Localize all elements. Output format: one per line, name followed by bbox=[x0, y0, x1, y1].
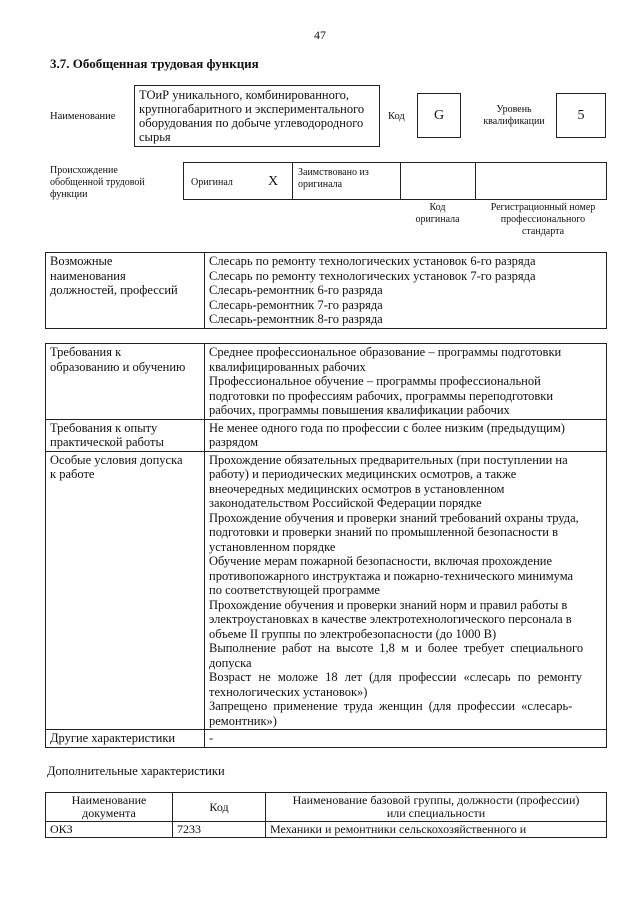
requirement-line: допуска bbox=[209, 655, 252, 670]
requirement-line: технологических установок») bbox=[209, 684, 368, 699]
position-item: Слесарь по ремонту технологических установок 7-го разряда bbox=[209, 268, 536, 283]
requirement-line: Выполнение работ на высоте 1,8 м и более требует специального bbox=[209, 641, 584, 655]
requirement-line: противопожарного инструктажа и пожарно-технического минимума bbox=[209, 568, 574, 583]
requirement-label-line: практической работы bbox=[50, 435, 164, 449]
additional-table bbox=[45, 792, 607, 838]
original-label: Оригинал bbox=[191, 177, 233, 188]
requirements-row-experience bbox=[46, 419, 607, 451]
origin-code-caption-line: Код bbox=[429, 202, 446, 213]
origin-borrowed-cell bbox=[293, 163, 401, 199]
requirement-label-line: Требования к bbox=[50, 345, 122, 359]
requirement-line: работу) и периодических медицинских осмотров, а также bbox=[209, 467, 517, 481]
requirement-line: - bbox=[209, 731, 214, 745]
positions-label-cell bbox=[46, 253, 205, 329]
requirement-line: законодательством Российской Федерации порядке bbox=[209, 496, 482, 510]
additional-header-name-line: Наименование базовой группы, должности (профессии) bbox=[292, 793, 580, 807]
requirement-line: разрядом bbox=[209, 435, 259, 449]
requirement-label-line: Особые условия допуска bbox=[50, 452, 183, 467]
requirement-label-line: Другие характеристики bbox=[50, 731, 176, 745]
borrowed-label bbox=[298, 167, 369, 191]
level-label-line: Уровень bbox=[496, 104, 532, 115]
function-name-line: ТОиР уникального, комбинированного, bbox=[139, 88, 350, 102]
additional-header-name-line: или специальности bbox=[386, 806, 486, 820]
requirement-line: рабочих, программы повышения квалификации рабочих bbox=[209, 403, 510, 417]
requirement-line: Среднее профессиональное образование – программы подготовки bbox=[209, 345, 562, 359]
requirement-line: по соответствующей программе bbox=[209, 583, 380, 597]
origin-code-caption-line: оригинала bbox=[415, 214, 460, 225]
requirement-label-line: Требования к опыту bbox=[50, 420, 158, 435]
section-title: 3.7. Обобщенная трудовая функция bbox=[50, 56, 259, 71]
additional-header-doc-line: документа bbox=[82, 806, 136, 820]
requirement-text-cell bbox=[205, 451, 607, 730]
additional-header-doc bbox=[46, 793, 173, 822]
requirement-line: квалифицированных рабочих bbox=[209, 359, 366, 374]
requirement-line: Профессиональное обучение – программы профессиональной bbox=[209, 374, 541, 388]
borrowed-label-line: Заимствовано из bbox=[298, 167, 369, 178]
requirement-line: подготовки и проверки знаний по промышленной безопасности в bbox=[209, 525, 559, 539]
origin-label-line: обобщенной трудовой bbox=[50, 177, 145, 188]
level-label bbox=[474, 104, 554, 128]
additional-title: Дополнительные характеристики bbox=[47, 764, 225, 778]
positions-list-cell bbox=[205, 253, 607, 329]
requirement-line: Запрещено применение труда женщин (для профессии «слесарь- bbox=[209, 699, 573, 713]
requirement-line: установленном порядке bbox=[209, 539, 336, 554]
code-value: G bbox=[417, 93, 461, 138]
origin-reg-caption-line: стандарта bbox=[521, 226, 565, 237]
positions-label-line: Возможные bbox=[50, 254, 113, 268]
function-name-line: сырья bbox=[139, 130, 171, 144]
additional-doc-cell: ОКЗ bbox=[46, 822, 173, 838]
positions-label-line: должностей, профессий bbox=[50, 283, 178, 297]
origin-label bbox=[50, 165, 145, 201]
requirement-line: объеме II группы по электробезопасности (до 1000 В) bbox=[209, 626, 497, 641]
requirement-label-cell bbox=[46, 419, 205, 451]
origin-reg-caption-line: профессионального bbox=[500, 214, 586, 225]
origin-label-line: Происхождение bbox=[50, 165, 118, 176]
origin-code-caption bbox=[400, 202, 475, 226]
position-item: Слесарь-ремонтник 7-го разряда bbox=[209, 297, 383, 312]
requirement-line: Прохождение обучения и проверки знаний норм и правил работы в bbox=[209, 597, 568, 612]
requirement-text-cell bbox=[205, 419, 607, 451]
positions-label-line: наименования bbox=[50, 268, 126, 283]
requirements-table bbox=[45, 343, 607, 748]
requirement-line: Прохождение обучения и проверки знаний требований охраны труда, bbox=[209, 510, 579, 525]
page-number: 47 bbox=[314, 28, 326, 42]
requirement-label-line: образованию и обучению bbox=[50, 359, 186, 374]
requirement-label-cell bbox=[46, 344, 205, 420]
level-value: 5 bbox=[556, 93, 606, 138]
requirement-label-line: к работе bbox=[50, 467, 95, 481]
requirement-label-cell bbox=[46, 451, 205, 730]
requirement-line: Возраст не моложе 18 лет (для профессии «слесарь по ремонту bbox=[209, 670, 582, 684]
origin-reg-caption-line: Регистрационный номер bbox=[490, 202, 596, 213]
position-item: Слесарь-ремонтник 6-го разряда bbox=[209, 283, 383, 297]
function-name-line: оборудования по добыче углеводородного bbox=[139, 116, 364, 130]
requirement-label-cell bbox=[46, 730, 205, 748]
original-mark: X bbox=[268, 174, 279, 189]
requirement-line: Обучение мерам пожарной безопасности, включая прохождение bbox=[209, 554, 552, 568]
requirement-line: электроустановках в качестве электротехнологического персонала в bbox=[209, 612, 572, 626]
requirement-text-cell bbox=[205, 344, 607, 420]
requirement-line: подготовки по профессиям рабочих, программы переподготовки bbox=[209, 388, 554, 403]
requirement-line: ремонтник») bbox=[209, 713, 277, 728]
origin-code-cell bbox=[401, 163, 476, 199]
requirement-line: внеочередных медицинских осмотров в установленном bbox=[209, 481, 505, 496]
origin-reg-caption bbox=[478, 202, 608, 238]
additional-header-doc-line: Наименование bbox=[71, 793, 147, 807]
level-label-line: квалификации bbox=[483, 116, 545, 127]
positions-row bbox=[46, 253, 607, 329]
origin-original-cell bbox=[184, 163, 293, 199]
requirements-row-other bbox=[46, 730, 607, 748]
requirement-text-cell bbox=[205, 730, 607, 748]
borrowed-label-line: оригинала bbox=[298, 179, 343, 190]
table-row bbox=[46, 822, 607, 838]
position-item: Слесарь по ремонту технологических установок 6-го разряда bbox=[209, 254, 536, 268]
code-label: Код bbox=[388, 111, 405, 122]
origin-label-line: функции bbox=[50, 189, 88, 200]
name-label: Наименование bbox=[50, 111, 116, 122]
additional-header-name bbox=[266, 793, 607, 822]
origin-reg-cell bbox=[476, 163, 606, 199]
origin-table bbox=[183, 162, 607, 200]
positions-table bbox=[45, 252, 607, 329]
requirements-row-education bbox=[46, 344, 607, 420]
additional-header-code: Код bbox=[173, 793, 266, 822]
additional-code-cell: 7233 bbox=[173, 822, 266, 838]
additional-name-cell: Механики и ремонтники сельскохозяйственного и bbox=[266, 822, 607, 838]
position-item: Слесарь-ремонтник 8-го разряда bbox=[209, 312, 383, 326]
requirements-row-special-conditions bbox=[46, 451, 607, 730]
requirement-line: Прохождение обязательных предварительных (при поступлении на bbox=[209, 452, 568, 467]
function-name-box bbox=[134, 85, 380, 147]
additional-header-row bbox=[46, 793, 607, 822]
function-name-line: крупногабаритного и экспериментального bbox=[139, 102, 365, 116]
requirement-line: Не менее одного года по профессии с более низким (предыдущим) bbox=[209, 420, 565, 435]
